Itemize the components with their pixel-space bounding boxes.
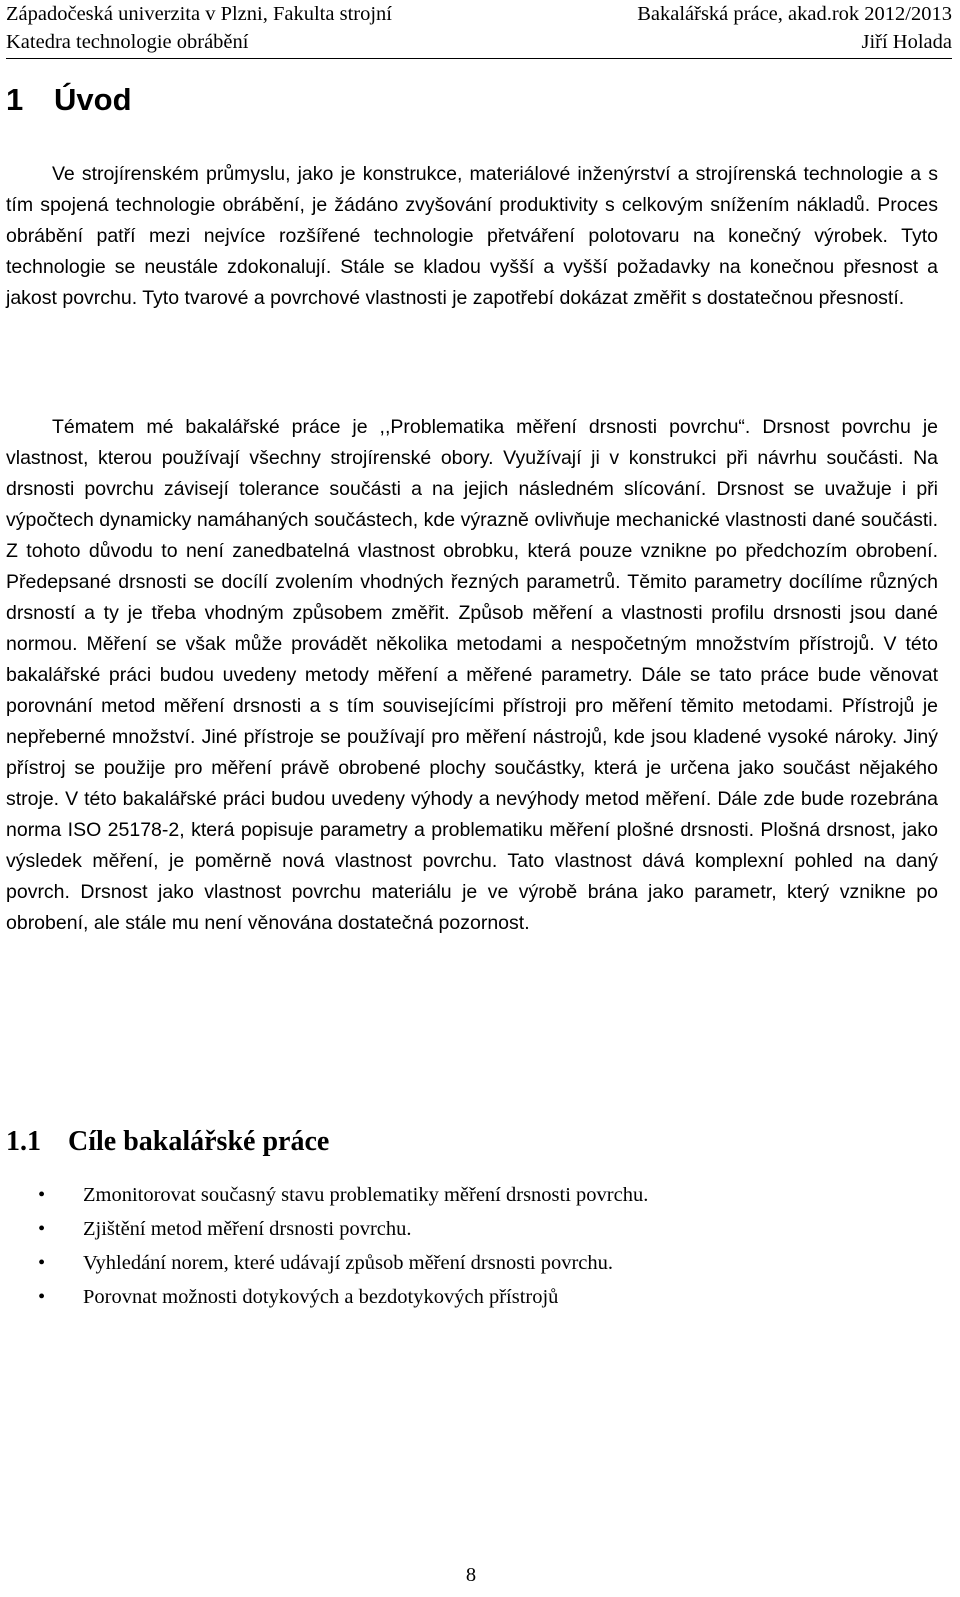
intro-paragraph-2 (6, 412, 938, 939)
list-item-text: Porovnat možnosti dotykových a bezdotykových přístrojů (83, 1286, 559, 1308)
header-university: Západočeská univerzita v Plzni, Fakulta strojní (6, 3, 392, 25)
chapter-heading (6, 80, 132, 120)
section-number: 1.1 (6, 1126, 41, 1157)
list-item-text: Zmonitorovat současný stavu problematiky měření drsnosti povrchu. (83, 1184, 649, 1206)
page-number: 8 (465, 1564, 477, 1586)
bullet-icon: • (38, 1184, 46, 1206)
list-item (6, 1280, 648, 1314)
bullet-icon: • (38, 1218, 46, 1240)
header-row-bottom (6, 28, 952, 56)
intro-paragraph-1 (6, 159, 938, 314)
list-item (6, 1246, 648, 1280)
list-item-text: Zjištění metod měření drsnosti povrchu. (83, 1218, 412, 1240)
section-heading (6, 1122, 329, 1162)
header-thesis-info: Bakalářská práce, akad.rok 2012/2013 (637, 3, 952, 25)
header-row-top (6, 0, 952, 28)
chapter-number: 1 (6, 82, 24, 117)
section-title: Cíle bakalářské práce (68, 1126, 330, 1157)
list-item (6, 1212, 648, 1246)
paragraph-text: Ve strojírenském průmyslu, jako je konstrukce, materiálové inženýrství a strojírenská technologie a s tím spojená technologie obrábění, je žádáno zvyšování produktivity s celkovým snížením nákladů. Proces obrábění patří mezi nejvíce rozšířené technologie přetváření polotovaru na konečný výrobek. Tyto technologie se neustále zdokonalují. Stále se kladou vyšší a vyšší požadavky na konečnou přesnost a jakost povrchu. Tyto tvarové a povrchové vlastnosti je zapotřebí dokázat změřit s dostatečnou přesností. (6, 163, 938, 309)
paragraph-text: Tématem mé bakalářské práce je ,,Problematika měření drsnosti povrchu“. Drsnost povrchu je vlastnost, kterou používají všechny strojírenské obory. Využívají ji v konstrukci při návrhu součásti. Na drsnosti povrchu závisejí tolerance součásti a na jejich následném slícování. Drsnost se uvažuje i při výpočtech dynamicky namáhaných součástech, kde výrazně ovlivňuje mechanické vlastnosti dané součásti. Z tohoto důvodu to není zanedbatelná vlastnost obrobku, která pouze vznikne po předchozím obrobení. Předepsané drsnosti se docílí zvolením vhodných řezných parametrů. Těmito parametry docílíme různých drsností a ty je třeba vhodným způsobem změřit. Způsob měření a vlastnosti profilu drsnosti jsou dané normou. Měření se však může provádět několika metodami a nespočetným množstvím přístrojů. V této bakalářské práci budou uvedeny metody měření a měřené parametry. Dále se tato práce bude věnovat porovnání metod měření drsnosti a s tím souvisejícími přístroji pro měření těmito metodami. Přístrojů je nepřeberné množství. Jiné přístroje se používají pro měření nástrojů, kde jsou kladené vysoké nároky. Jiný přístroj se použije pro měření právě obrobené plochy součástky, která je určena jako součást nějakého stroje. V této bakalářské práci budou uvedeny výhody a nevýhody metod měření. Dále zde bude rozebrána norma ISO 25178-2, která popisuje parametry a problematiku měření plošné drsnosti. Plošná drsnost, jako výsledek měření, je poměrně nová vlastnost povrchu. Tato vlastnost dává komplexní pohled na daný povrch. Drsnost jako vlastnost povrchu materiálu je ve výrobě brána jako parametr, který vznikne po obrobení, ale stále mu není věnována dostatečná pozornost. (6, 416, 938, 934)
header-author: Jiří Holada (861, 31, 952, 53)
goals-list (6, 1178, 648, 1314)
bullet-icon: • (38, 1252, 46, 1274)
list-item (6, 1178, 648, 1212)
chapter-title: Úvod (54, 82, 132, 117)
page-header (6, 0, 952, 59)
bullet-icon: • (38, 1286, 46, 1308)
header-department: Katedra technologie obrábění (6, 31, 249, 53)
list-item-text: Vyhledání norem, které udávají způsob měření drsnosti povrchu. (83, 1252, 614, 1274)
